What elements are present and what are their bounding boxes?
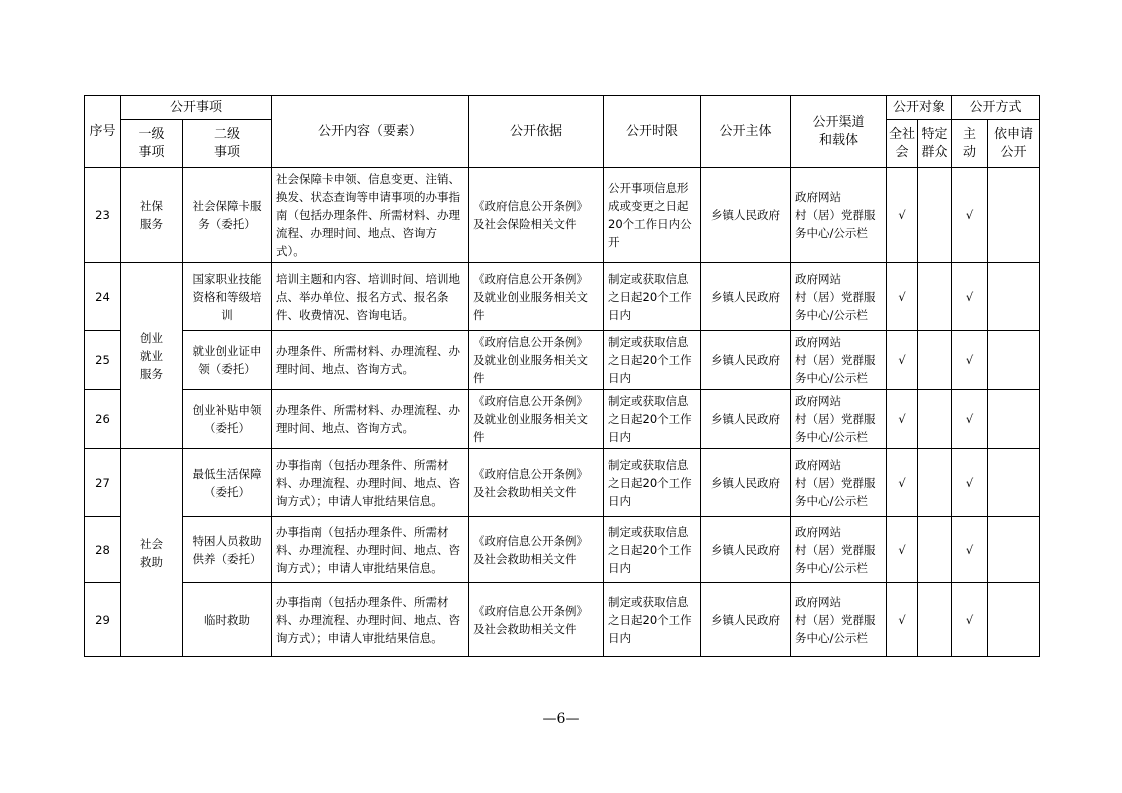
header-level2: 二级 事项 bbox=[183, 120, 272, 168]
cell-time-limit: 制定或获取信息之日起20个工作日内 bbox=[604, 390, 701, 449]
cell-method-request bbox=[988, 517, 1040, 583]
cell-channel: 政府网站 村（居）党群服务中心/公示栏 bbox=[791, 263, 887, 331]
cell-content: 办事指南（包括办理条件、所需材料、办理流程、办理时间、地点、咨询方式）；申请人审批结果信息。 bbox=[272, 583, 469, 657]
cell-subject: 乡镇人民政府 bbox=[701, 331, 791, 390]
table-row bbox=[85, 263, 1040, 331]
cell-seq: 27 bbox=[85, 449, 121, 517]
cell-target-specific bbox=[918, 583, 952, 657]
cell-time-limit: 制定或获取信息之日起20个工作日内 bbox=[604, 583, 701, 657]
cell-method-active: √ bbox=[952, 390, 988, 449]
cell-target-all: √ bbox=[887, 168, 918, 263]
cell-basis: 《政府信息公开条例》及社会救助相关文件 bbox=[469, 583, 604, 657]
header-method-request: 依申请 公开 bbox=[988, 120, 1040, 168]
page-number: —6— bbox=[542, 711, 580, 727]
cell-channel: 政府网站 村（居）党群服务中心/公示栏 bbox=[791, 390, 887, 449]
cell-subject: 乡镇人民政府 bbox=[701, 263, 791, 331]
cell-content: 办事指南（包括办理条件、所需材料、办理流程、办理时间、地点、咨询方式）；申请人审批结果信息。 bbox=[272, 449, 469, 517]
header-basis: 公开依据 bbox=[469, 96, 604, 168]
cell-subject: 乡镇人民政府 bbox=[701, 449, 791, 517]
disclosure-table bbox=[84, 95, 1040, 657]
cell-target-all: √ bbox=[887, 331, 918, 390]
cell-method-request bbox=[988, 583, 1040, 657]
cell-content: 办理条件、所需材料、办理流程、办理时间、地点、咨询方式。 bbox=[272, 331, 469, 390]
header-method: 公开方式 bbox=[952, 96, 1040, 120]
group-label: 社会 救助 bbox=[121, 449, 183, 657]
table-header bbox=[85, 96, 1040, 168]
group-label: 社保 服务 bbox=[121, 168, 183, 263]
cell-target-all: √ bbox=[887, 449, 918, 517]
header-target-all: 全社 会 bbox=[887, 120, 918, 168]
cell-seq: 23 bbox=[85, 168, 121, 263]
header-level1: 一级 事项 bbox=[121, 120, 183, 168]
cell-time-limit: 公开事项信息形成或变更之日起20个工作日内公开 bbox=[604, 168, 701, 263]
cell-method-request bbox=[988, 449, 1040, 517]
cell-content: 培训主题和内容、培训时间、培训地点、举办单位、报名方式、报名条件、收费情况、咨询电话。 bbox=[272, 263, 469, 331]
cell-item: 就业创业证申领（委托） bbox=[183, 331, 272, 390]
cell-item: 临时救助 bbox=[183, 583, 272, 657]
cell-method-active: √ bbox=[952, 449, 988, 517]
cell-method-request bbox=[988, 390, 1040, 449]
cell-subject: 乡镇人民政府 bbox=[701, 390, 791, 449]
cell-seq: 26 bbox=[85, 390, 121, 449]
cell-time-limit: 制定或获取信息之日起20个工作日内 bbox=[604, 263, 701, 331]
cell-target-all: √ bbox=[887, 263, 918, 331]
table-row bbox=[85, 390, 1040, 449]
cell-content: 办理条件、所需材料、办理流程、办理时间、地点、咨询方式。 bbox=[272, 390, 469, 449]
cell-item: 社会保障卡服务（委托） bbox=[183, 168, 272, 263]
table-row bbox=[85, 449, 1040, 517]
cell-target-all: √ bbox=[887, 390, 918, 449]
table-row bbox=[85, 583, 1040, 657]
cell-content: 社会保障卡申领、信息变更、注销、换发、状态查询等申请事项的办事指南（包括办理条件、所需材料、办理流程、办理时间、地点、咨询方式）。 bbox=[272, 168, 469, 263]
cell-method-request bbox=[988, 168, 1040, 263]
table-row bbox=[85, 168, 1040, 263]
cell-method-active: √ bbox=[952, 168, 988, 263]
cell-item: 创业补贴申领（委托） bbox=[183, 390, 272, 449]
cell-time-limit: 制定或获取信息之日起20个工作日内 bbox=[604, 331, 701, 390]
cell-channel: 政府网站 村（居）党群服务中心/公示栏 bbox=[791, 583, 887, 657]
cell-subject: 乡镇人民政府 bbox=[701, 517, 791, 583]
cell-method-request bbox=[988, 331, 1040, 390]
cell-item: 最低生活保障（委托） bbox=[183, 449, 272, 517]
cell-basis: 《政府信息公开条例》及社会救助相关文件 bbox=[469, 517, 604, 583]
cell-basis: 《政府信息公开条例》及就业创业服务相关文件 bbox=[469, 263, 604, 331]
cell-method-active: √ bbox=[952, 583, 988, 657]
cell-target-specific bbox=[918, 168, 952, 263]
cell-item: 国家职业技能资格和等级培训 bbox=[183, 263, 272, 331]
cell-target-all: √ bbox=[887, 583, 918, 657]
cell-channel: 政府网站 村（居）党群服务中心/公示栏 bbox=[791, 517, 887, 583]
cell-seq: 28 bbox=[85, 517, 121, 583]
cell-subject: 乡镇人民政府 bbox=[701, 168, 791, 263]
cell-subject: 乡镇人民政府 bbox=[701, 583, 791, 657]
cell-target-specific bbox=[918, 263, 952, 331]
cell-seq: 25 bbox=[85, 331, 121, 390]
header-content: 公开内容（要素） bbox=[272, 96, 469, 168]
header-items: 公开事项 bbox=[121, 96, 272, 120]
header-seq: 序号 bbox=[85, 96, 121, 168]
table-row bbox=[85, 331, 1040, 390]
cell-target-specific bbox=[918, 449, 952, 517]
cell-method-active: √ bbox=[952, 263, 988, 331]
cell-method-active: √ bbox=[952, 517, 988, 583]
table-row bbox=[85, 517, 1040, 583]
header-channel: 公开渠道 和载体 bbox=[791, 96, 887, 168]
cell-content: 办事指南（包括办理条件、所需材料、办理流程、办理时间、地点、咨询方式）；申请人审批结果信息。 bbox=[272, 517, 469, 583]
cell-target-specific bbox=[918, 517, 952, 583]
cell-time-limit: 制定或获取信息之日起20个工作日内 bbox=[604, 449, 701, 517]
cell-target-specific bbox=[918, 390, 952, 449]
cell-basis: 《政府信息公开条例》及就业创业服务相关文件 bbox=[469, 331, 604, 390]
cell-basis: 《政府信息公开条例》及就业创业服务相关文件 bbox=[469, 390, 604, 449]
header-target: 公开对象 bbox=[887, 96, 952, 120]
group-label: 创业 就业 服务 bbox=[121, 263, 183, 449]
cell-method-request bbox=[988, 263, 1040, 331]
cell-basis: 《政府信息公开条例》及社会保险相关文件 bbox=[469, 168, 604, 263]
cell-seq: 29 bbox=[85, 583, 121, 657]
header-time-limit: 公开时限 bbox=[604, 96, 701, 168]
cell-channel: 政府网站 村（居）党群服务中心/公示栏 bbox=[791, 168, 887, 263]
header-subject: 公开主体 bbox=[701, 96, 791, 168]
cell-basis: 《政府信息公开条例》及社会救助相关文件 bbox=[469, 449, 604, 517]
cell-seq: 24 bbox=[85, 263, 121, 331]
cell-target-all: √ bbox=[887, 517, 918, 583]
cell-method-active: √ bbox=[952, 331, 988, 390]
header-target-specific: 特定 群众 bbox=[918, 120, 952, 168]
cell-channel: 政府网站 村（居）党群服务中心/公示栏 bbox=[791, 449, 887, 517]
cell-item: 特困人员救助供养（委托） bbox=[183, 517, 272, 583]
cell-channel: 政府网站 村（居）党群服务中心/公示栏 bbox=[791, 331, 887, 390]
cell-time-limit: 制定或获取信息之日起20个工作日内 bbox=[604, 517, 701, 583]
header-method-active: 主 动 bbox=[952, 120, 988, 168]
cell-target-specific bbox=[918, 331, 952, 390]
